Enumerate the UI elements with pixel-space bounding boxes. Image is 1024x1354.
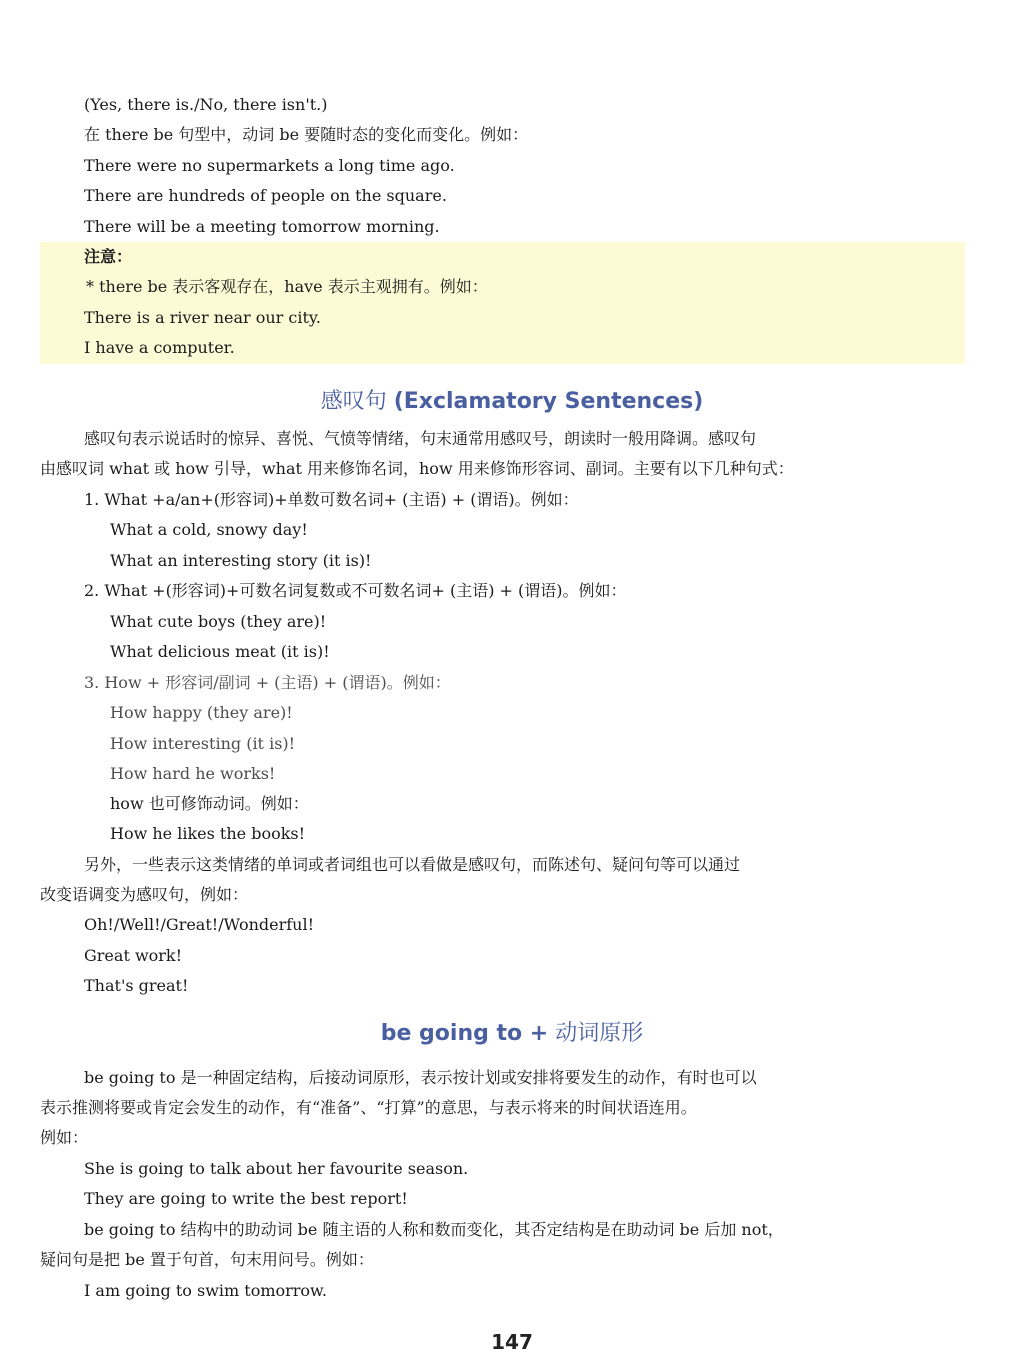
example-sentence: She is going to talk about her favourite season.: [84, 1159, 469, 1178]
heading-en: (Exclamatory Sentences): [393, 389, 704, 414]
pattern-example: How happy (they are)!: [110, 703, 293, 722]
heading-en: be going to +: [380, 1021, 549, 1046]
pattern-example: What delicious meat (it is)!: [110, 642, 330, 661]
paragraph-line: be going to 结构中的助动词 be 随主语的人称和数而变化，其否定结构是在助动词 be 后加 not，: [84, 1220, 784, 1239]
paragraph-line: 由感叹词 what 或 how 引导，what 用来修饰名词，how 用来修饰形容词、副词。主要有以下几种句式：: [40, 459, 794, 478]
section-heading-exclamatory: [0, 387, 1024, 417]
pattern-example: How hard he works!: [110, 764, 276, 783]
example-sentence: There will be a meeting tomorrow morning.: [84, 217, 440, 236]
paragraph-line: 例如：: [40, 1128, 89, 1147]
extra-example: Great work!: [84, 946, 183, 965]
section-heading-going-to: [0, 1019, 1024, 1049]
paragraph-line: 表示推测将要或肯定会发生的动作，有“准备”、“打算”的意思，与表示将来的时间状语连用。: [40, 1098, 697, 1117]
example-sentence: There are hundreds of people on the square.: [84, 186, 447, 205]
page-number: 147: [491, 1330, 533, 1354]
heading-cn: 感叹句: [320, 389, 387, 414]
paragraph-line: 改变语调变为感叹句，例如：: [40, 885, 249, 904]
how-note: how 也可修饰动词。例如：: [110, 794, 309, 813]
pattern-rule: 1. What +a/an+(形容词)+单数可数名词+ (主语) + (谓语)。例如：: [84, 490, 579, 509]
example-sentence: They are going to write the best report!: [84, 1189, 408, 1208]
pattern-example: How interesting (it is)!: [110, 734, 296, 753]
example-sentence: I am going to swim tomorrow.: [84, 1281, 327, 1300]
rule-text: 在 there be 句型中，动词 be 要随时态的变化而变化。例如：: [84, 125, 529, 144]
extra-example: That's great!: [84, 976, 189, 995]
pattern-rule: 2. What +(形容词)+可数名词复数或不可数名词+ (主语) + (谓语)。例如：: [84, 581, 627, 600]
example-sentence: There were no supermarkets a long time ago.: [84, 156, 455, 175]
note-bullet: * there be 表示客观存在，have 表示主观拥有。例如：: [86, 277, 488, 296]
note-example: There is a river near our city.: [84, 308, 321, 327]
pattern-rule: 3. How + 形容词/副词 + (主语) + (谓语)。例如：: [84, 673, 451, 692]
pattern-example: What a cold, snowy day!: [110, 520, 308, 539]
heading-cn: 动词原形: [555, 1021, 644, 1046]
note-title: 注意：: [84, 247, 133, 266]
paragraph-line: 另外，一些表示这类情绪的单词或者词组也可以看做是感叹句，而陈述句、疑问句等可以通过: [84, 855, 741, 874]
paragraph-line: 疑问句是把 be 置于句首，句末用问号。例如：: [40, 1250, 374, 1269]
extra-example: Oh!/Well!/Great!/Wonderful!: [84, 915, 315, 934]
note-example: I have a computer.: [84, 338, 235, 357]
how-example: How he likes the books!: [110, 824, 306, 843]
paragraph-line: be going to 是一种固定结构，后接动词原形，表示按计划或安排将要发生的动作，有时也可以: [84, 1068, 757, 1087]
answer-text: (Yes, there is./No, there isn't.): [84, 95, 328, 114]
paragraph-line: 感叹句表示说话时的惊异、喜悦、气愤等情绪，句末通常用感叹号，朗读时一般用降调。感叹句: [84, 429, 757, 448]
pattern-example: What cute boys (they are)!: [110, 612, 327, 631]
pattern-example: What an interesting story (it is)!: [110, 551, 372, 570]
